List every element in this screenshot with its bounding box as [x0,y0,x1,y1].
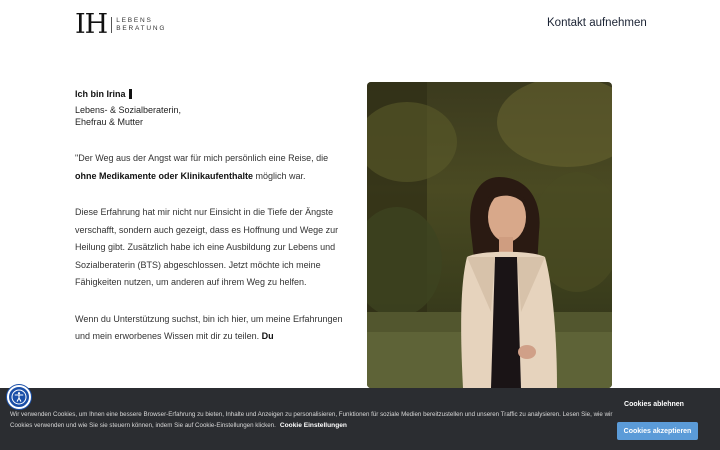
brand-logo[interactable] [75,11,166,39]
cookie-message [10,409,620,431]
story-paragraph: Diese Erfahrung hat mir nicht nur Einsicht in die Tiefe der Ängste verschafft, sondern auch gezeigt, dass es Hoffnung und Wege zur Heilung gibt. Zusätzlich habe ich eine Ausbildung zur Lebens und Sozialberaterin (BTS) abgeschlossen. Jetzt möchte ich meine Fähigkeiten nutzen, um anderen auf ihrem Weg zu helfen. [75,207,339,287]
decline-cookies-button[interactable]: Cookies ablehnen [624,401,684,408]
quote-paragraph [75,150,350,185]
accessibility-icon [11,389,27,405]
text-cursor [129,89,132,99]
role-line-2: Ehefrau & Mutter [75,117,144,127]
support-paragraph [75,311,350,346]
intro-heading [75,88,350,100]
logo-line-2: BERATUNG [116,25,167,32]
intro-name: Ich bin Irina [75,89,126,99]
portrait-illustration [367,82,612,388]
accessibility-button[interactable] [7,385,31,409]
support-bold: Du [261,331,274,341]
accept-cookies-button[interactable]: Cookies akzeptieren [617,422,698,440]
site-header [0,0,720,60]
quote-bold: ohne Medikamente oder Klinikaufenthalte [75,170,254,181]
logo-line-1: LEBENS [116,17,153,24]
contact-link[interactable]: Kontakt aufnehmen [547,17,647,29]
intro-role [75,104,350,128]
quote-text-2: möglich war. [253,170,306,181]
quote-text-1: "Der Weg aus der Angst war für mich persönlich eine Reise, die [75,153,329,163]
support-text: Wenn du Unterstützung suchst, bin ich hier, um meine Erfahrungen und mein erworbenes Wissen mit dir zu teilen. [75,313,343,341]
logo-monogram: IH [75,9,108,40]
cookie-text: Wir verwenden Cookies, um Ihnen eine bessere Browser-Erfahrung zu bieten, Inhalte und Anzeigen zu personalisieren, Funktionen für soziale Medien bereitzustellen und unseren Traffic zu analysieren. Lesen Sie, wie wir Cookies verwenden und wie Sie sie steuern können, indem Sie auf Cookie-Einstellungen klicken. [10,411,613,429]
portrait-photo [367,82,612,388]
cookie-banner [0,388,720,450]
logo-wordmark [111,17,166,33]
role-line-1: Lebens- & Sozialberaterin, [75,105,182,115]
cookie-settings-link[interactable]: Cookie Einstellungen [279,422,347,429]
intro-section [75,88,350,346]
